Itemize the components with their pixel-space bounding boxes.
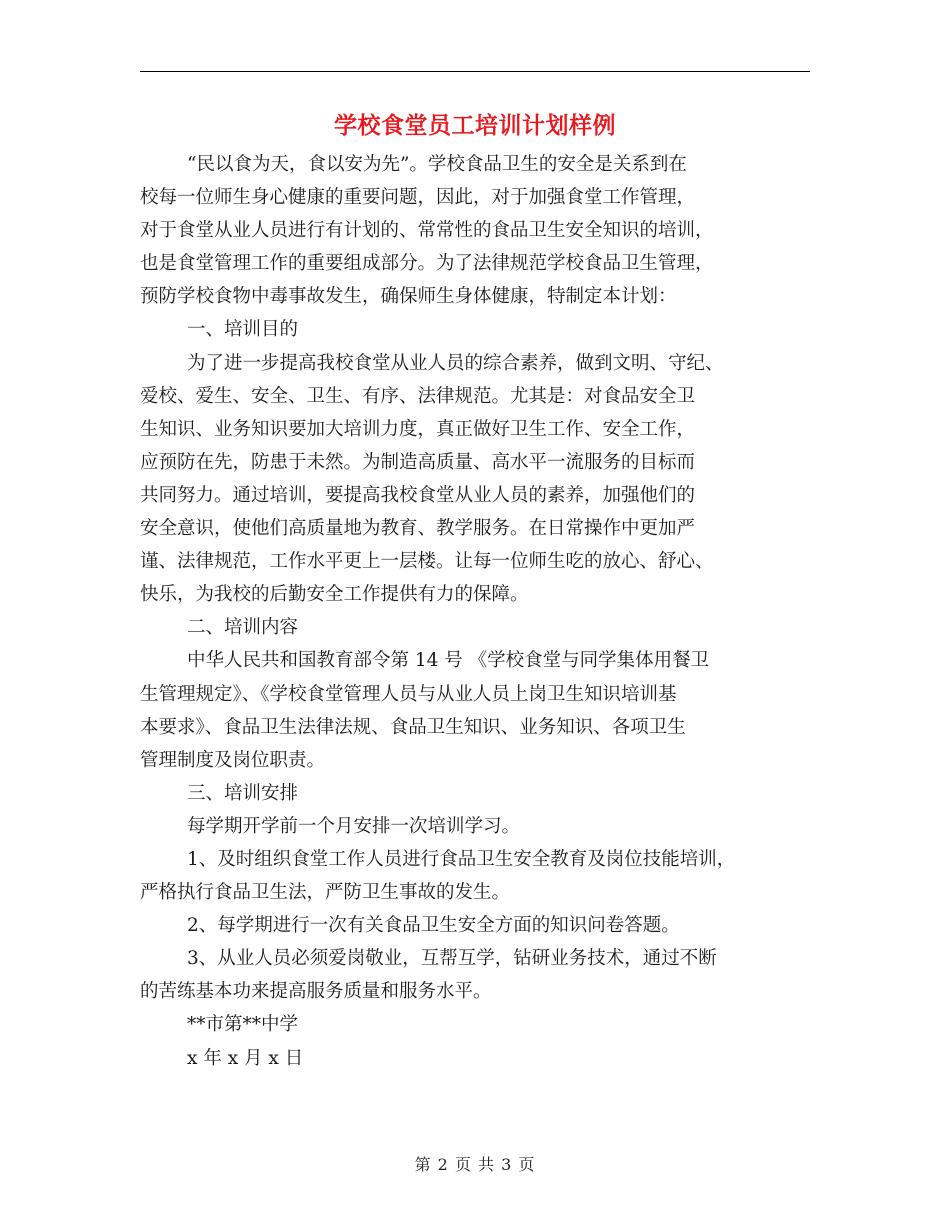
text-line: 为了进一步提高我校食堂从业人员的综合素养，做到文明、守纪、: [187, 352, 724, 374]
signature-date: [140, 1042, 810, 1075]
text-line: 中华人民共和国教育部令第 14 号 《学校食堂与同学集体用餐卫: [187, 650, 710, 672]
paragraph-schedule: [140, 810, 810, 843]
text-line: “民以食为天，食以安为先”。学校食品卫生的安全是关系到在: [187, 154, 687, 175]
heading-line: 一、培训目的: [187, 319, 299, 341]
section-heading-schedule: [140, 777, 810, 810]
text-line: 对于食堂从业人员进行有计划的、常常性的食品卫生安全知识的培训，: [140, 220, 714, 242]
text-line: 的苦练基本功来提高服务质量和服务水平。: [140, 981, 492, 1003]
heading-line: 三、培训安排: [187, 782, 299, 804]
document-body: [140, 148, 810, 1075]
text-line: 1、及时组织食堂工作人员进行食品卫生安全教育及岗位技能培训，: [187, 848, 736, 870]
section-heading-content: [140, 611, 810, 644]
text-line: 生管理规定》、《学校食堂管理人员与从业人员上岗卫生知识培训基: [140, 683, 677, 705]
page-number-footer: 第 2 页 共 3 页: [414, 1155, 536, 1174]
signature-school: [140, 1008, 810, 1041]
schedule-item-3: [140, 942, 810, 1008]
text-line: 每学期开学前一个月安排一次培训学习。: [187, 815, 521, 837]
heading-line: 二、培训内容: [187, 617, 299, 639]
text-line: 快乐，为我校的后勤安全工作提供有力的保障。: [140, 584, 529, 606]
text-line: 本要求》、食品卫生法律法规、食品卫生知识、业务知识、各项卫生: [140, 716, 686, 738]
schedule-item-2: [140, 909, 810, 942]
text-line: 也是食堂管理工作的重要组成部分。为了法律规范学校食品卫生管理，: [140, 253, 714, 275]
schedule-item-1: [140, 843, 810, 909]
text-line: 生知识、业务知识要加大培训力度，真正做好卫生工作、安全工作，: [140, 418, 696, 440]
paragraph-intro: [140, 148, 810, 313]
text-line: 爱校、爱生、安全、卫生、有序、法律规范。尤其是：对食品安全卫: [140, 385, 696, 407]
text-line: 谨、法律规范，工作水平更上一层楼。让每一位师生吃的放心、舒心、: [140, 551, 714, 573]
text-line: 共同努力。通过培训，要提高我校食堂从业人员的素养，加强他们的: [140, 484, 696, 506]
text-line: **市第**中学: [187, 1014, 299, 1036]
text-line: 校每一位师生身心健康的重要问题，因此，对于加强食堂工作管理，: [140, 187, 696, 209]
document-title: 学校食堂员工培训计划样例: [334, 112, 616, 139]
text-line: 安全意识，使他们高质量地为教育、教学服务。在日常操作中更加严: [140, 518, 696, 540]
paragraph-content: [140, 644, 810, 776]
text-line: 3、从业人员必须爱岗敬业，互帮互学，钻研业务技术，通过不断: [187, 948, 717, 970]
text-line: 严格执行食品卫生法，严防卫生事故的发生。: [140, 882, 511, 904]
header-rule: [140, 71, 810, 72]
text-line: 管理制度及岗位职责。: [140, 749, 326, 771]
text-line: 预防学校食物中毒事故发生，确保师生身体健康，特制定本计划：: [140, 286, 677, 308]
text-line: 应预防在先，防患于未然。为制造高质量、高水平一流服务的目标而: [140, 451, 696, 473]
text-line: x 年 x 月 x 日: [187, 1047, 304, 1069]
paragraph-purpose: [140, 347, 810, 612]
section-heading-purpose: [140, 313, 810, 346]
text-line: 2、每学期进行一次有关食品卫生安全方面的知识问卷答题。: [187, 915, 680, 937]
